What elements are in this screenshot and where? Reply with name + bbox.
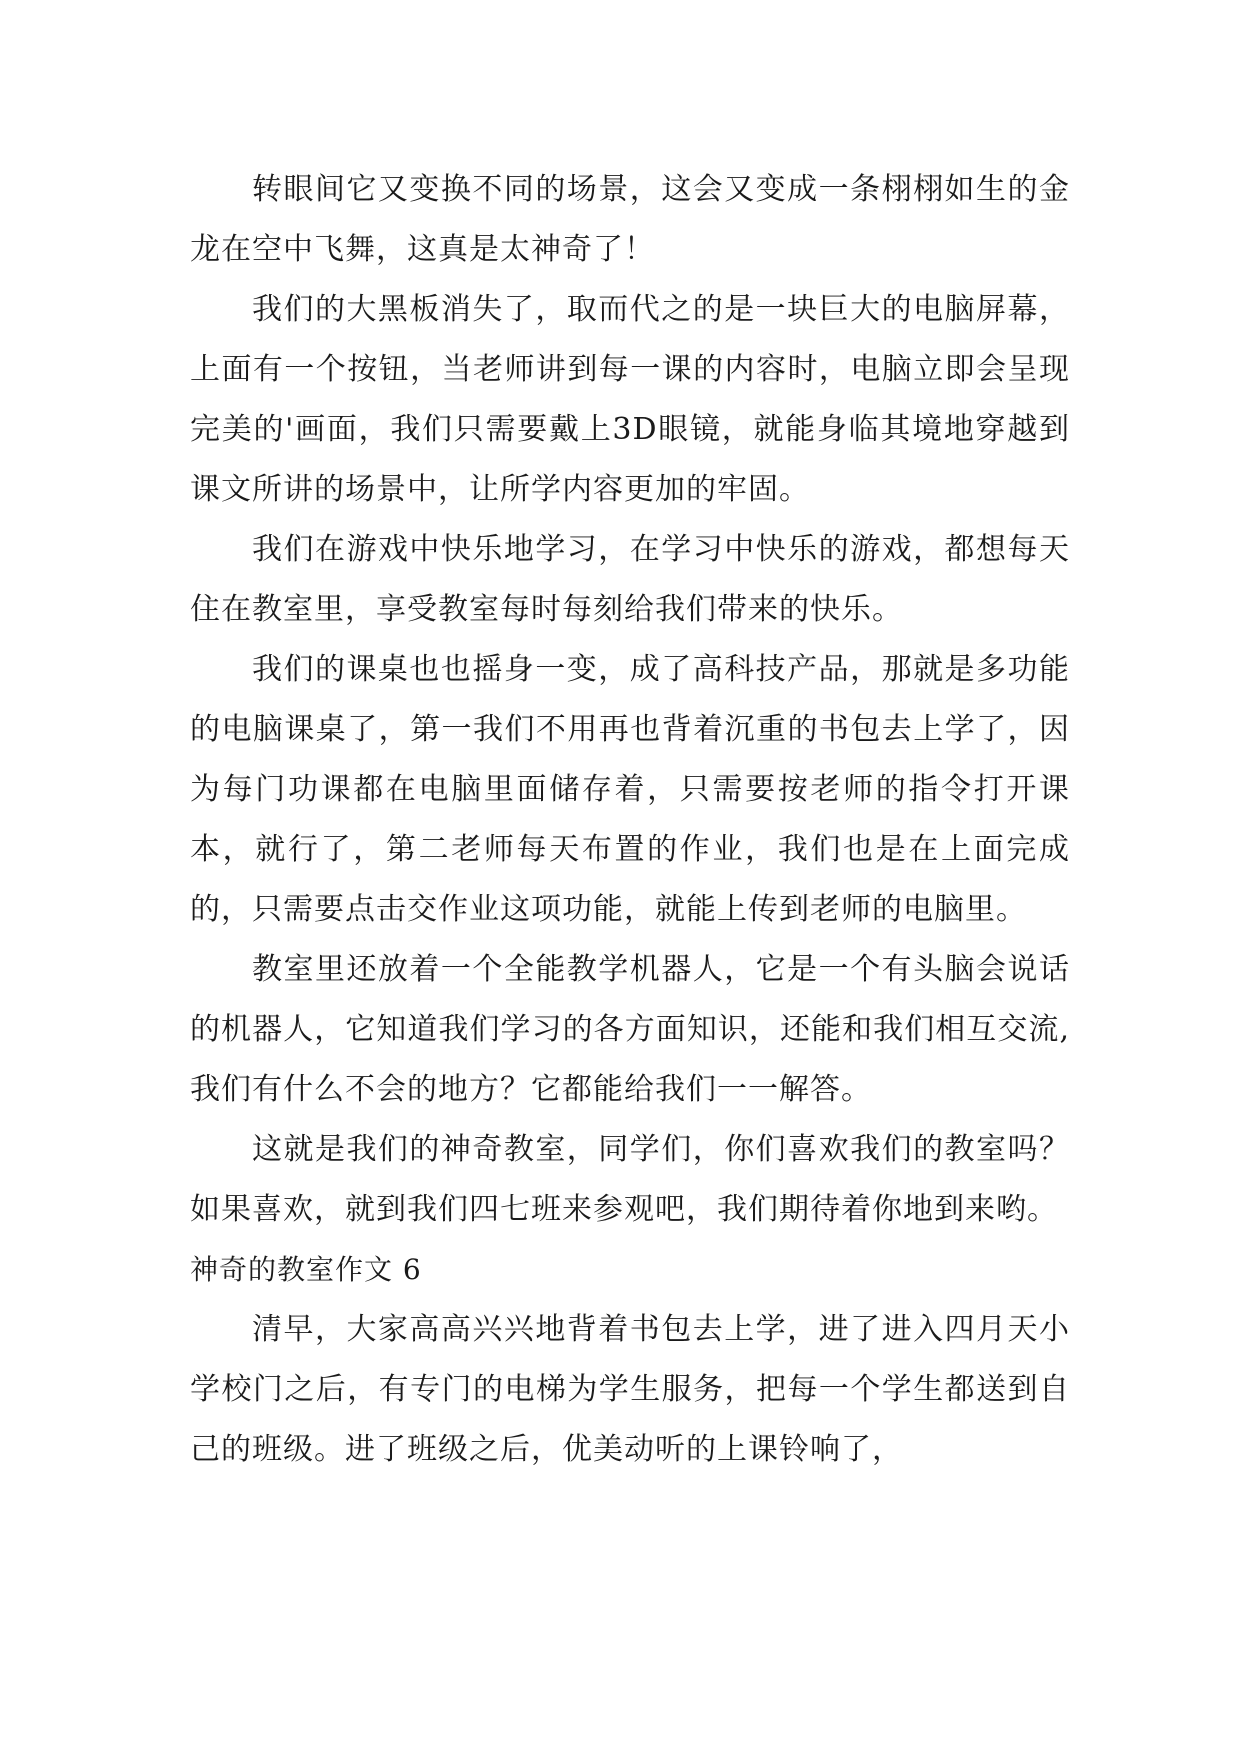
paragraph-4: 我们的课桌也也摇身一变，成了高科技产品，那就是多功能的电脑课桌了，第一我们不用再也背着沉重的书包去上学了，因为每门功课都在电脑里面储存着，只需要按老师的指令打开课本，就行了，第二老师每天布置的作业，我们也是在上面完成的，只需要点击交作业这项功能，就能上传到老师的电脑里。 [190, 652, 1070, 927]
paragraph-7: 清早，大家高高兴兴地背着书包去上学，进了进入四月天小学校门之后，有专门的电梯为学生服务，把每一个学生都送到自己的班级。进了班级之后，优美动听的上课铃响了， [190, 1312, 1070, 1467]
paragraph-5: 教室里还放着一个全能教学机器人，它是一个有头脑会说话的机器人，它知道我们学习的各方面知识，还能和我们相互交流,我们有什么不会的地方？它都能给我们一一解答。 [190, 952, 1070, 1107]
document-page [190, 160, 1070, 1480]
paragraph-3: 我们在游戏中快乐地学习，在学习中快乐的游戏，都想每天住在教室里，享受教室每时每刻给我们带来的快乐。 [190, 532, 1070, 627]
paragraph-1: 转眼间它又变换不同的场景，这会又变成一条栩栩如生的金龙在空中飞舞，这真是太神奇了！ [190, 172, 1070, 267]
section-heading: 神奇的教室作文 6 [190, 1253, 422, 1286]
paragraph-2: 我们的大黑板消失了，取而代之的是一块巨大的电脑屏幕，上面有一个按钮，当老师讲到每一课的内容时，电脑立即会呈现完美的'画面，我们只需要戴上3D眼镜，就能身临其境地穿越到课文所讲的场景中，让所学内容更加的牢固。 [190, 292, 1070, 507]
paragraph-6: 这就是我们的神奇教室，同学们，你们喜欢我们的教室吗？如果喜欢，就到我们四七班来参观吧，我们期待着你地到来哟。 [190, 1132, 1070, 1227]
